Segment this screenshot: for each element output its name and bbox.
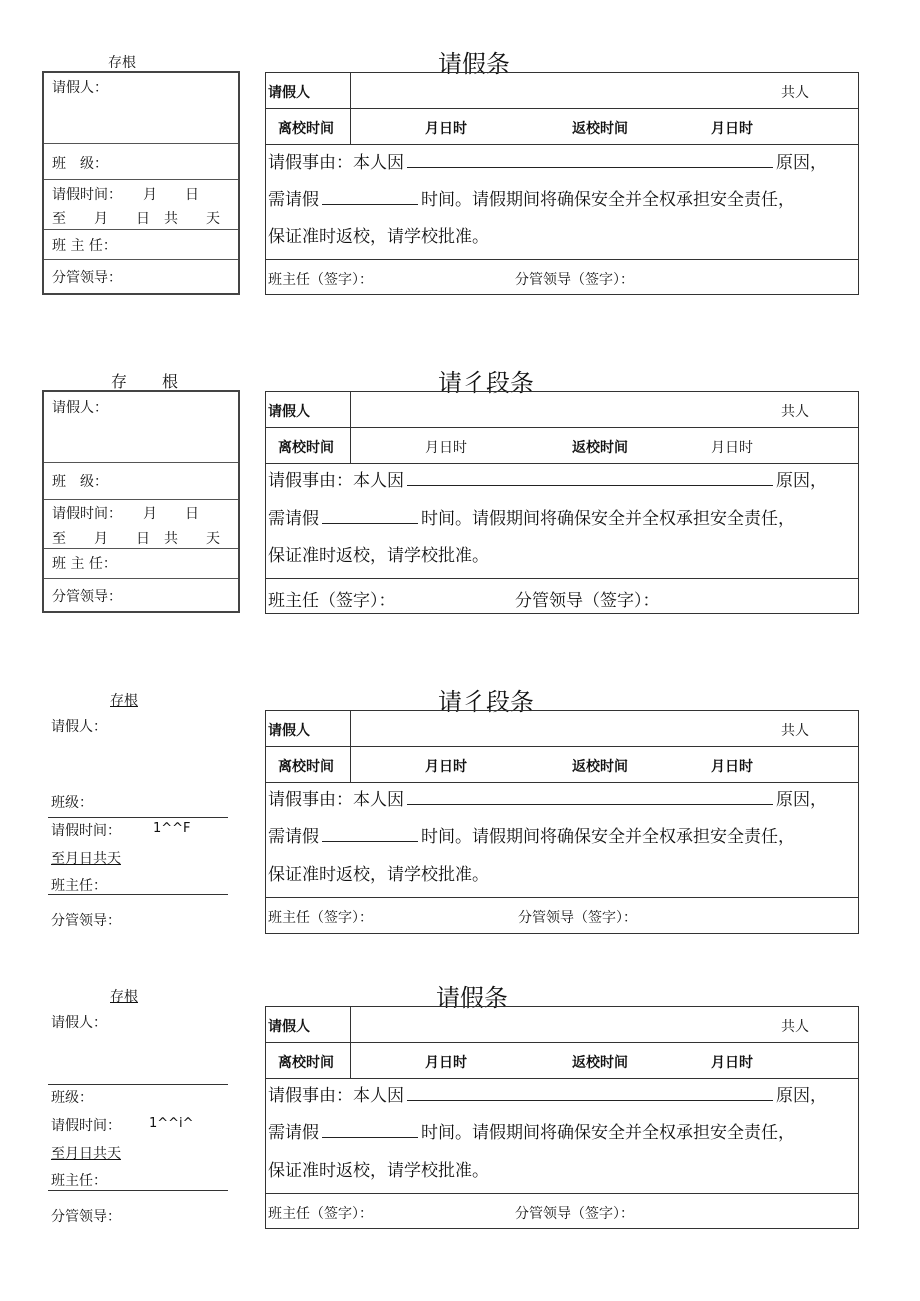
guarantee-line: 保证准时返校，请学校批准。: [268, 546, 489, 566]
applicant-label: 请假人: [268, 404, 310, 420]
stub-time-line1: 请假时间： 月 日: [52, 187, 199, 203]
stub-class: 班级：: [51, 795, 93, 811]
reason-blank[interactable]: [407, 1084, 773, 1101]
sign-teacher: 班主任（签字）：: [268, 272, 373, 288]
applicant-label: 请假人: [268, 1019, 310, 1035]
stub-time-line2: 至月日共天: [51, 1146, 121, 1162]
stub-head-teacher: 班主任：: [51, 878, 107, 894]
leave-time-value: 月日时: [425, 121, 467, 137]
stub-title: 存根: [110, 693, 138, 709]
total-people: 共人: [781, 404, 809, 420]
reason-end: 原因，: [776, 153, 827, 173]
total-people: 共人: [781, 723, 809, 739]
reason-end: 原因，: [776, 1086, 827, 1106]
return-time-value: 月日时: [711, 440, 753, 456]
form-title: 请假条: [438, 50, 510, 78]
stub-time-line2: 至 月 日 共 天: [52, 211, 220, 227]
form-table: [265, 1006, 859, 1229]
leave-time-label: 离校时间: [278, 121, 334, 137]
reason-blank[interactable]: [407, 469, 773, 486]
stub-head-teacher: 班 主 任：: [52, 556, 117, 572]
sign-teacher: 班主任（签字）：: [268, 910, 373, 926]
stub-applicant: 请假人：: [52, 400, 108, 416]
return-time-label: 返校时间: [572, 1055, 628, 1071]
return-time-label: 返校时间: [572, 121, 628, 137]
need-leave-line: [268, 1118, 795, 1143]
reason-end: 原因，: [776, 471, 827, 491]
form-table: [265, 710, 859, 934]
sign-leader: 分管领导（签字）：: [515, 591, 660, 611]
stub-head-teacher: 班主任：: [51, 1173, 107, 1189]
total-people: 共人: [781, 1019, 809, 1035]
need-leave: 需请假: [268, 509, 319, 529]
need-leave-tail: 时间。请假期间将确保安全并全权承担安全责任，: [421, 827, 795, 847]
stub-applicant: 请假人：: [52, 80, 108, 96]
sign-leader: 分管领导（签字）：: [518, 910, 637, 926]
reason-line: [268, 785, 827, 810]
stub-time-label: 请假时间：: [51, 823, 121, 839]
reason-start: 请假事由：本人因: [268, 471, 404, 491]
stub-leader: 分管领导：: [51, 1209, 121, 1225]
stub-time-value: 1^^F: [153, 821, 191, 836]
stub-title: 存根: [110, 989, 138, 1005]
sign-leader: 分管领导（签字）：: [515, 1206, 634, 1222]
leave-time-value: 月日时: [425, 1055, 467, 1071]
stub-box: [42, 71, 240, 295]
need-leave-line: [268, 822, 795, 847]
applicant-label: 请假人: [268, 723, 310, 739]
reason-start: 请假事由：本人因: [268, 1086, 404, 1106]
guarantee-line: 保证准时返校，请学校批准。: [268, 227, 489, 247]
duration-blank[interactable]: [322, 1121, 418, 1138]
sign-teacher: 班主任（签字）：: [268, 1206, 373, 1222]
duration-blank[interactable]: [322, 825, 418, 842]
duration-blank[interactable]: [322, 188, 418, 205]
stub-time-line2: 至月日共天: [51, 851, 121, 867]
leave-time-value: 月日时: [425, 759, 467, 775]
reason-line: [268, 148, 827, 173]
form-title: 请假条: [436, 984, 508, 1012]
guarantee-line: 保证准时返校，请学校批准。: [268, 1161, 489, 1181]
stub-box: [42, 390, 240, 613]
leave-time-label: 离校时间: [278, 1055, 334, 1071]
form-title: 请彳段条: [438, 369, 534, 397]
stub-class: 班 级：: [52, 156, 108, 172]
stub-applicant: 请假人：: [51, 1015, 107, 1031]
stub-title: 存根: [108, 55, 136, 71]
need-leave-tail: 时间。请假期间将确保安全并全权承担安全责任，: [421, 1123, 795, 1143]
return-time-value: 月日时: [711, 759, 753, 775]
reason-start: 请假事由：本人因: [268, 790, 404, 810]
stub-leader: 分管领导：: [51, 913, 121, 929]
form-table: [265, 391, 859, 614]
total-people: 共人: [781, 85, 809, 101]
stub-class: 班 级：: [52, 474, 108, 490]
stub-leader: 分管领导：: [52, 270, 122, 286]
return-time-value: 月日时: [711, 121, 753, 137]
need-leave: 需请假: [268, 827, 319, 847]
need-leave: 需请假: [268, 1123, 319, 1143]
need-leave-line: [268, 504, 795, 529]
need-leave-tail: 时间。请假期间将确保安全并全权承担安全责任，: [421, 190, 795, 210]
return-time-label: 返校时间: [572, 440, 628, 456]
stub-applicant: 请假人：: [51, 719, 107, 735]
reason-blank[interactable]: [407, 788, 773, 805]
return-time-label: 返校时间: [572, 759, 628, 775]
stub-head-teacher: 班 主 任：: [52, 238, 117, 254]
leave-time-label: 离校时间: [278, 440, 334, 456]
reason-end: 原因，: [776, 790, 827, 810]
return-time-value: 月日时: [711, 1055, 753, 1071]
sign-teacher: 班主任（签字）：: [268, 591, 396, 611]
form-title: 请彳段条: [438, 688, 534, 716]
stub-time-line2: 至 月 日 共 天: [52, 531, 220, 547]
reason-line: [268, 466, 827, 491]
applicant-label: 请假人: [268, 85, 310, 101]
duration-blank[interactable]: [322, 507, 418, 524]
stub-time-line1: 请假时间： 月 日: [52, 506, 199, 522]
form-table: [265, 72, 859, 295]
stub-class: 班级：: [51, 1090, 93, 1106]
stub-title: 存 根: [111, 372, 180, 391]
sign-leader: 分管领导（签字）：: [515, 272, 634, 288]
leave-time-label: 离校时间: [278, 759, 334, 775]
guarantee-line: 保证准时返校，请学校批准。: [268, 865, 489, 885]
reason-blank[interactable]: [407, 151, 773, 168]
reason-start: 请假事由：本人因: [268, 153, 404, 173]
need-leave: 需请假: [268, 190, 319, 210]
stub-leader: 分管领导：: [52, 589, 122, 605]
stub-time-value: 1^^i^: [149, 1116, 194, 1131]
stub-time-label: 请假时间：: [51, 1118, 121, 1134]
reason-line: [268, 1081, 827, 1106]
leave-time-value: 月日时: [425, 440, 467, 456]
need-leave-line: [268, 185, 795, 210]
need-leave-tail: 时间。请假期间将确保安全并全权承担安全责任，: [421, 509, 795, 529]
